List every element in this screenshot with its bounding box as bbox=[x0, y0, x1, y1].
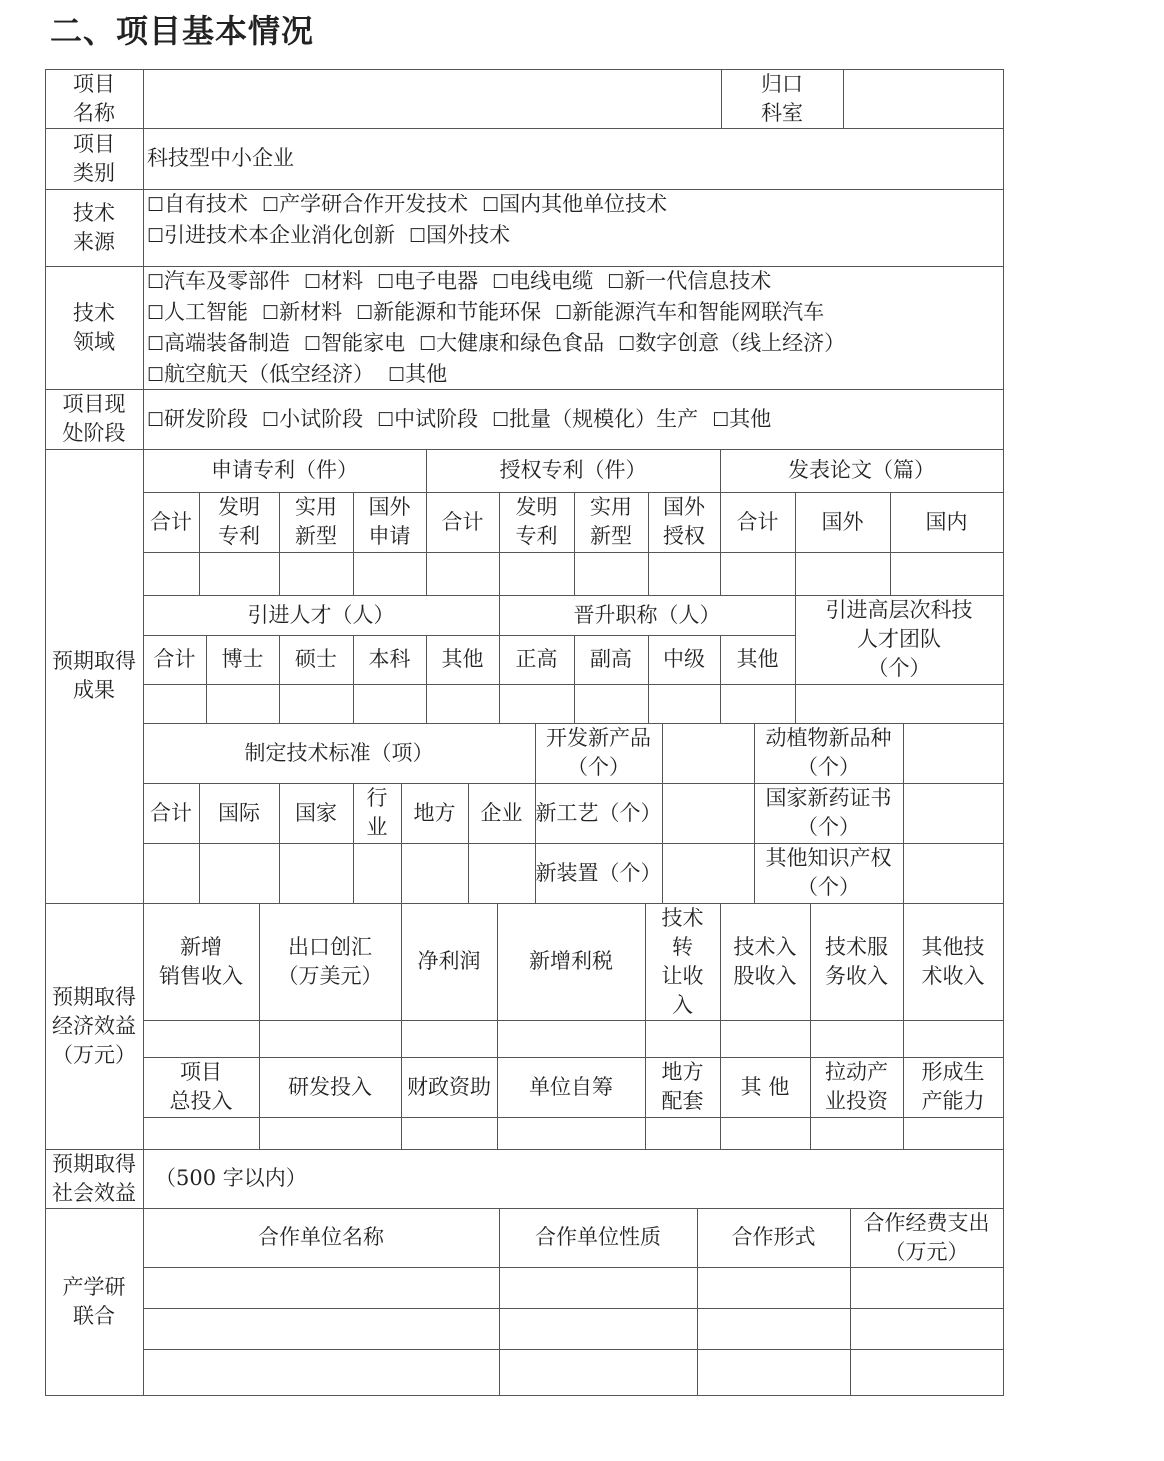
patent-col-header-text: 国外 bbox=[821, 509, 864, 534]
project-type-label-text: 项目 类别 bbox=[73, 131, 115, 185]
talent-value-cell[interactable] bbox=[206, 684, 279, 723]
checkbox-icon[interactable]: ☐ bbox=[377, 271, 395, 293]
checkbox-option[interactable] bbox=[555, 297, 824, 328]
patent-value-cell[interactable] bbox=[499, 552, 574, 595]
patent-col-header-text: 合计 bbox=[150, 509, 192, 534]
checkbox-option[interactable] bbox=[304, 266, 363, 297]
new-variety-label bbox=[754, 723, 903, 783]
patent-col-header-text: 国外 授权 bbox=[663, 495, 705, 548]
patent-col-header-text: 合计 bbox=[736, 509, 779, 534]
standard-col-header-text: 国际 bbox=[218, 800, 260, 825]
investment-header-text: 项目 总投入 bbox=[169, 1060, 233, 1113]
economic-value-cell[interactable] bbox=[810, 1020, 903, 1057]
talent-col-header bbox=[499, 635, 574, 684]
team-value-cell[interactable] bbox=[795, 684, 1003, 723]
talent-col-header bbox=[279, 635, 353, 684]
patent-value-cell[interactable] bbox=[795, 552, 890, 595]
economic-value-cell[interactable] bbox=[645, 1020, 720, 1057]
checkbox-label: 材料 bbox=[321, 269, 364, 293]
standard-value-cell[interactable] bbox=[353, 843, 401, 903]
checkbox-label: 小试阶段 bbox=[279, 406, 364, 431]
investment-header bbox=[401, 1057, 497, 1117]
checkbox-option[interactable] bbox=[262, 189, 468, 220]
coop-col-header-text: 合作单位性质 bbox=[535, 1225, 661, 1249]
coop-label bbox=[45, 1208, 143, 1395]
new-process-label bbox=[535, 783, 662, 843]
checkbox-icon[interactable]: ☐ bbox=[409, 225, 427, 247]
social-label-text: 预期取得 社会效益 bbox=[52, 1151, 136, 1205]
coop-col-header-text: 合作单位名称 bbox=[258, 1225, 384, 1249]
patent-col-header bbox=[199, 492, 279, 552]
checkbox-option[interactable] bbox=[147, 220, 395, 251]
checkbox-label: 引进技术本企业消化创新 bbox=[164, 223, 396, 247]
title-promo-header-text: 晋升职称（人） bbox=[573, 602, 721, 627]
checkbox-icon[interactable]: ☐ bbox=[482, 194, 500, 216]
new-variety-field[interactable] bbox=[903, 723, 1003, 783]
coop-value-cell[interactable] bbox=[850, 1349, 1003, 1395]
checkbox-icon[interactable]: ☐ bbox=[147, 408, 165, 431]
checkbox-icon[interactable]: ☐ bbox=[555, 302, 573, 324]
investment-value-cell[interactable] bbox=[720, 1117, 810, 1149]
standard-col-header bbox=[143, 783, 199, 843]
new-product-label-text: 开发新产品 （个） bbox=[546, 726, 651, 779]
standard-col-header bbox=[353, 783, 401, 843]
checkbox-label: 国内其他单位技术 bbox=[499, 192, 668, 216]
talent-col-header bbox=[143, 635, 206, 684]
standard-col-header-text: 企业 bbox=[480, 800, 523, 825]
talent-col-header bbox=[426, 635, 499, 684]
standard-col-header-text: 行 业 bbox=[366, 786, 388, 839]
checkbox-option[interactable] bbox=[492, 266, 593, 297]
checkbox-icon[interactable]: ☐ bbox=[304, 271, 322, 293]
patent-value-cell[interactable] bbox=[199, 552, 279, 595]
checkbox-label: 自有技术 bbox=[164, 192, 249, 216]
patent-col-header-text: 国外 申请 bbox=[368, 495, 411, 548]
checkbox-option[interactable] bbox=[147, 359, 374, 390]
talent-value-cell[interactable] bbox=[279, 684, 353, 723]
talent-value-cell[interactable] bbox=[648, 684, 720, 723]
coop-col-header bbox=[499, 1208, 697, 1267]
checkbox-icon[interactable]: ☐ bbox=[492, 408, 510, 431]
patent-col-header bbox=[426, 492, 499, 552]
economic-header-text: 出口创汇 （万美元） bbox=[277, 934, 383, 988]
talent-col-header-text: 其他 bbox=[736, 647, 779, 671]
checkbox-icon[interactable]: ☐ bbox=[262, 302, 280, 324]
patent-col-header bbox=[795, 492, 890, 552]
table-rule bbox=[45, 1395, 1004, 1396]
talent-value-cell[interactable] bbox=[143, 684, 206, 723]
coop-value-cell[interactable] bbox=[850, 1267, 1003, 1308]
checkbox-icon[interactable]: ☐ bbox=[262, 408, 280, 431]
checkbox-icon[interactable]: ☐ bbox=[607, 271, 625, 293]
investment-value-cell[interactable] bbox=[645, 1117, 720, 1149]
talent-col-header bbox=[353, 635, 426, 684]
coop-col-header-text: 合作形式 bbox=[731, 1225, 816, 1249]
checkbox-label: 新能源和节能环保 bbox=[373, 300, 542, 324]
checkbox-icon[interactable]: ☐ bbox=[377, 408, 395, 431]
patent-col-header bbox=[499, 492, 574, 552]
checkbox-option[interactable] bbox=[377, 404, 478, 435]
talent-col-header bbox=[206, 635, 279, 684]
table-rule bbox=[1003, 69, 1004, 1396]
project-type-label bbox=[45, 128, 143, 189]
checkbox-label: 高端装备制造 bbox=[164, 331, 291, 355]
patent-value-cell[interactable] bbox=[720, 552, 795, 595]
team-header bbox=[795, 595, 1003, 684]
drug-cert-label-text: 国家新药证书 （个） bbox=[765, 786, 892, 839]
checkbox-label: 智能家电 bbox=[321, 331, 406, 355]
economic-header-text: 新增 销售收入 bbox=[159, 934, 243, 988]
economic-value-cell[interactable] bbox=[720, 1020, 810, 1057]
investment-header-text: 形成生 产能力 bbox=[921, 1060, 985, 1113]
new-process-label-text: 新工艺（个） bbox=[535, 800, 662, 825]
investment-header bbox=[259, 1057, 401, 1117]
checkbox-label: 新一代信息技术 bbox=[624, 269, 772, 293]
checkbox-icon[interactable]: ☐ bbox=[492, 271, 510, 293]
patent-grant-header bbox=[426, 449, 720, 492]
checkbox-option[interactable] bbox=[618, 328, 845, 359]
new-variety-label-text: 动植物新品种 （个） bbox=[765, 726, 892, 779]
economic-value-cell[interactable] bbox=[497, 1020, 645, 1057]
checkbox-label: 新材料 bbox=[279, 300, 343, 324]
new-product-field[interactable] bbox=[662, 723, 754, 783]
checkbox-option[interactable] bbox=[712, 404, 771, 435]
patent-col-header-text: 国内 bbox=[925, 509, 968, 534]
checkbox-option[interactable] bbox=[482, 189, 667, 220]
economic-label-text: 预期取得 经济效益 （万元） bbox=[52, 984, 136, 1067]
economic-header bbox=[810, 903, 903, 1020]
talent-col-header-text: 中级 bbox=[663, 647, 705, 671]
talent-col-header-text: 正高 bbox=[515, 647, 558, 671]
checkbox-icon[interactable]: ☐ bbox=[262, 194, 280, 216]
tech-field-options bbox=[143, 266, 1003, 389]
economic-header bbox=[903, 903, 1003, 1020]
talent-col-header-text: 本科 bbox=[368, 647, 411, 671]
coop-value-cell[interactable] bbox=[143, 1267, 499, 1308]
investment-header-text: 研发投入 bbox=[288, 1074, 372, 1099]
standard-col-header bbox=[279, 783, 353, 843]
checkbox-option[interactable] bbox=[147, 328, 290, 359]
project-name-label-text: 项目 名称 bbox=[73, 71, 115, 125]
project-type-value-text: 科技型中小企业 bbox=[147, 146, 294, 170]
economic-header bbox=[720, 903, 810, 1020]
checkbox-icon[interactable]: ☐ bbox=[304, 333, 322, 355]
checkbox-option[interactable] bbox=[304, 328, 405, 359]
patent-col-header bbox=[890, 492, 1003, 552]
economic-label bbox=[45, 903, 143, 1149]
dept-field[interactable] bbox=[843, 69, 1003, 128]
standard-value-cell[interactable] bbox=[199, 843, 279, 903]
economic-value-cell[interactable] bbox=[903, 1020, 1003, 1057]
investment-header bbox=[810, 1057, 903, 1117]
checkbox-label: 航空航天（低空经济） bbox=[164, 362, 375, 386]
standards-header-text: 制定技术标准（项） bbox=[244, 740, 434, 765]
investment-header-text: 财政资助 bbox=[407, 1074, 491, 1099]
standard-col-header-text: 地方 bbox=[413, 800, 456, 825]
patent-apply-header-text: 申请专利（件） bbox=[211, 458, 358, 482]
checkbox-option[interactable] bbox=[419, 328, 604, 359]
new-equip-label bbox=[535, 843, 662, 903]
economic-header-text: 技术 转 让收 入 bbox=[661, 905, 704, 1017]
economic-header-text: 净利润 bbox=[417, 949, 481, 973]
tech-source-label-text: 技术 来源 bbox=[73, 200, 115, 254]
checkbox-label: 批量（规模化）生产 bbox=[509, 406, 699, 431]
patent-value-cell[interactable] bbox=[353, 552, 426, 595]
checkbox-label: 新能源汽车和智能网联汽车 bbox=[572, 300, 825, 324]
project-name-field[interactable] bbox=[143, 69, 721, 128]
standard-col-header bbox=[468, 783, 535, 843]
coop-label-text: 产学研 联合 bbox=[62, 1274, 126, 1328]
checkbox-label: 电子电器 bbox=[394, 269, 479, 293]
drug-cert-field[interactable] bbox=[903, 783, 1003, 843]
checkbox-option[interactable] bbox=[147, 266, 290, 297]
checkbox-icon[interactable]: ☐ bbox=[147, 271, 165, 293]
economic-header bbox=[143, 903, 259, 1020]
checkbox-icon[interactable]: ☐ bbox=[388, 364, 406, 386]
patent-value-cell[interactable] bbox=[279, 552, 353, 595]
investment-value-cell[interactable] bbox=[497, 1117, 645, 1149]
talent-header bbox=[143, 595, 499, 635]
stage-options bbox=[143, 389, 1003, 449]
checkbox-icon[interactable]: ☐ bbox=[712, 408, 730, 431]
coop-col-header bbox=[143, 1208, 499, 1267]
talent-col-header-text: 博士 bbox=[221, 647, 264, 671]
checkbox-option[interactable] bbox=[147, 297, 248, 328]
checkbox-option[interactable] bbox=[492, 404, 698, 435]
patent-col-header-text: 实用 新型 bbox=[590, 495, 632, 548]
checkbox-row bbox=[147, 189, 681, 220]
economic-header-text: 技术服 务收入 bbox=[825, 934, 888, 988]
checkbox-label: 中试阶段 bbox=[394, 406, 479, 431]
other-ip-field[interactable] bbox=[903, 843, 1003, 903]
investment-header-text: 单位自筹 bbox=[529, 1074, 613, 1099]
investment-header bbox=[645, 1057, 720, 1117]
checkbox-row bbox=[147, 359, 461, 390]
investment-value-cell[interactable] bbox=[259, 1117, 401, 1149]
checkbox-option[interactable] bbox=[147, 404, 248, 435]
talent-value-cell[interactable] bbox=[574, 684, 648, 723]
standard-col-header-text: 合计 bbox=[150, 800, 192, 825]
other-ip-label bbox=[754, 843, 903, 903]
patent-value-cell[interactable] bbox=[574, 552, 648, 595]
checkbox-label: 国外技术 bbox=[426, 223, 511, 247]
economic-header bbox=[259, 903, 401, 1020]
checkbox-label: 电线电缆 bbox=[509, 269, 594, 293]
talent-col-header-text: 硕士 bbox=[295, 647, 337, 671]
economic-value-cell[interactable] bbox=[401, 1020, 497, 1057]
economic-header-text: 技术入 股收入 bbox=[733, 934, 797, 988]
standard-col-header-text: 国家 bbox=[295, 800, 337, 825]
patent-col-header-text: 实用 新型 bbox=[295, 495, 337, 548]
coop-value-cell[interactable] bbox=[499, 1308, 697, 1349]
patent-col-header-text: 合计 bbox=[441, 509, 484, 534]
checkbox-icon[interactable]: ☐ bbox=[618, 333, 636, 355]
checkbox-option[interactable] bbox=[377, 266, 478, 297]
checkbox-icon[interactable]: ☐ bbox=[147, 225, 165, 247]
patent-col-header-text: 发明 专利 bbox=[515, 495, 558, 548]
patent-col-header-text: 发明 专利 bbox=[218, 495, 260, 548]
dept-label bbox=[721, 69, 843, 128]
investment-header bbox=[143, 1057, 259, 1117]
checkbox-icon[interactable]: ☐ bbox=[356, 302, 374, 324]
standard-col-header bbox=[401, 783, 468, 843]
investment-header-text: 其 他 bbox=[740, 1074, 790, 1099]
patent-value-cell[interactable] bbox=[426, 552, 499, 595]
coop-value-cell[interactable] bbox=[697, 1267, 850, 1308]
new-equip-label-text: 新装置（个） bbox=[535, 860, 662, 885]
talent-col-header-text: 副高 bbox=[590, 647, 632, 671]
results-label-text: 预期取得 成果 bbox=[52, 649, 136, 702]
tech-source-options bbox=[143, 189, 1003, 266]
checkbox-label: 人工智能 bbox=[164, 300, 249, 324]
talent-col-header bbox=[574, 635, 648, 684]
coop-col-header-text: 合作经费支出 （万元） bbox=[863, 1210, 990, 1264]
coop-value-cell[interactable] bbox=[499, 1267, 697, 1308]
patent-col-header bbox=[279, 492, 353, 552]
checkbox-option[interactable] bbox=[262, 297, 342, 328]
patent-value-cell[interactable] bbox=[890, 552, 1003, 595]
social-label bbox=[45, 1149, 143, 1208]
checkbox-label: 研发阶段 bbox=[164, 406, 249, 431]
standard-value-cell[interactable] bbox=[143, 843, 199, 903]
papers-header bbox=[720, 449, 1003, 492]
coop-value-cell[interactable] bbox=[143, 1349, 499, 1395]
checkbox-label: 数字创意（线上经济） bbox=[635, 331, 846, 355]
investment-header-text: 拉动产 业投资 bbox=[825, 1060, 888, 1113]
page-title: 二、项目基本情况 bbox=[50, 12, 315, 50]
coop-value-cell[interactable] bbox=[143, 1308, 499, 1349]
economic-header bbox=[645, 903, 720, 1020]
checkbox-label: 其他 bbox=[405, 362, 448, 386]
patent-col-header bbox=[353, 492, 426, 552]
investment-value-cell[interactable] bbox=[401, 1117, 497, 1149]
coop-value-cell[interactable] bbox=[697, 1349, 850, 1395]
stage-label bbox=[45, 389, 143, 449]
new-process-field[interactable] bbox=[662, 783, 754, 843]
checkbox-icon[interactable]: ☐ bbox=[419, 333, 437, 355]
patent-value-cell[interactable] bbox=[648, 552, 720, 595]
standard-col-header bbox=[199, 783, 279, 843]
checkbox-row bbox=[147, 220, 524, 251]
economic-value-cell[interactable] bbox=[259, 1020, 401, 1057]
social-note bbox=[143, 1149, 1003, 1208]
checkbox-row bbox=[147, 404, 785, 435]
checkbox-icon[interactable]: ☐ bbox=[147, 302, 165, 324]
talent-col-header-text: 合计 bbox=[153, 647, 196, 671]
patent-col-header bbox=[574, 492, 648, 552]
coop-col-header bbox=[850, 1208, 1003, 1267]
stage-label-text: 项目现 处阶段 bbox=[62, 392, 126, 445]
economic-header bbox=[401, 903, 497, 1020]
investment-value-cell[interactable] bbox=[810, 1117, 903, 1149]
patent-col-header bbox=[648, 492, 720, 552]
social-note-text: （500 字以内） bbox=[155, 1166, 307, 1190]
dept-label-text: 归口 科室 bbox=[761, 71, 803, 125]
checkbox-icon[interactable]: ☐ bbox=[147, 364, 165, 386]
checkbox-row bbox=[147, 297, 838, 328]
economic-header-text: 新增利税 bbox=[529, 949, 613, 973]
investment-header-text: 地方 配套 bbox=[661, 1060, 704, 1113]
economic-header bbox=[497, 903, 645, 1020]
patent-col-header bbox=[720, 492, 795, 552]
patent-apply-header bbox=[143, 449, 426, 492]
team-header-text: 引进高层次科技 人才团队 （个） bbox=[825, 598, 973, 680]
standards-header bbox=[143, 723, 535, 783]
investment-header bbox=[720, 1057, 810, 1117]
talent-col-header bbox=[720, 635, 795, 684]
talent-value-cell[interactable] bbox=[720, 684, 795, 723]
checkbox-option[interactable] bbox=[147, 189, 248, 220]
checkbox-label: 产学研合作开发技术 bbox=[279, 192, 469, 216]
tech-source-label bbox=[45, 189, 143, 266]
standard-value-cell[interactable] bbox=[279, 843, 353, 903]
patent-col-header bbox=[143, 492, 199, 552]
results-label bbox=[45, 449, 143, 903]
new-equip-field[interactable] bbox=[662, 843, 754, 903]
checkbox-label: 汽车及零部件 bbox=[164, 269, 291, 293]
economic-header-text: 其他技 术收入 bbox=[921, 934, 985, 988]
talent-value-cell[interactable] bbox=[426, 684, 499, 723]
talent-value-cell[interactable] bbox=[353, 684, 426, 723]
checkbox-option[interactable] bbox=[409, 220, 510, 251]
talent-col-header-text: 其他 bbox=[441, 647, 484, 671]
drug-cert-label bbox=[754, 783, 903, 843]
investment-header bbox=[497, 1057, 645, 1117]
investment-value-cell[interactable] bbox=[903, 1117, 1003, 1149]
talent-col-header bbox=[648, 635, 720, 684]
checkbox-row bbox=[147, 328, 859, 359]
tech-field-label bbox=[45, 266, 143, 389]
economic-value-cell[interactable] bbox=[143, 1020, 259, 1057]
checkbox-icon[interactable]: ☐ bbox=[147, 194, 165, 216]
checkbox-option[interactable] bbox=[356, 297, 541, 328]
checkbox-row bbox=[147, 266, 785, 297]
new-product-label bbox=[535, 723, 662, 783]
checkbox-option[interactable] bbox=[607, 266, 771, 297]
checkbox-option[interactable] bbox=[388, 359, 447, 390]
standard-value-cell[interactable] bbox=[401, 843, 468, 903]
patent-value-cell[interactable] bbox=[143, 552, 199, 595]
checkbox-label: 其他 bbox=[729, 406, 772, 431]
checkbox-option[interactable] bbox=[262, 404, 363, 435]
coop-value-cell[interactable] bbox=[850, 1308, 1003, 1349]
talent-header-text: 引进人才（人） bbox=[247, 602, 395, 627]
coop-col-header bbox=[697, 1208, 850, 1267]
standard-value-cell[interactable] bbox=[468, 843, 535, 903]
talent-value-cell[interactable] bbox=[499, 684, 574, 723]
patent-grant-header-text: 授权专利（件） bbox=[499, 458, 647, 482]
investment-header bbox=[903, 1057, 1003, 1117]
project-name-label bbox=[45, 69, 143, 128]
checkbox-icon[interactable]: ☐ bbox=[147, 333, 165, 355]
project-type-value bbox=[143, 128, 1003, 189]
investment-value-cell[interactable] bbox=[143, 1117, 259, 1149]
title-promo-header bbox=[499, 595, 795, 635]
coop-value-cell[interactable] bbox=[697, 1308, 850, 1349]
checkbox-label: 大健康和绿色食品 bbox=[436, 331, 605, 355]
coop-value-cell[interactable] bbox=[499, 1349, 697, 1395]
tech-field-label-text: 技术 领域 bbox=[73, 300, 115, 354]
other-ip-label-text: 其他知识产权 （个） bbox=[765, 846, 892, 899]
papers-header-text: 发表论文（篇） bbox=[788, 458, 935, 482]
